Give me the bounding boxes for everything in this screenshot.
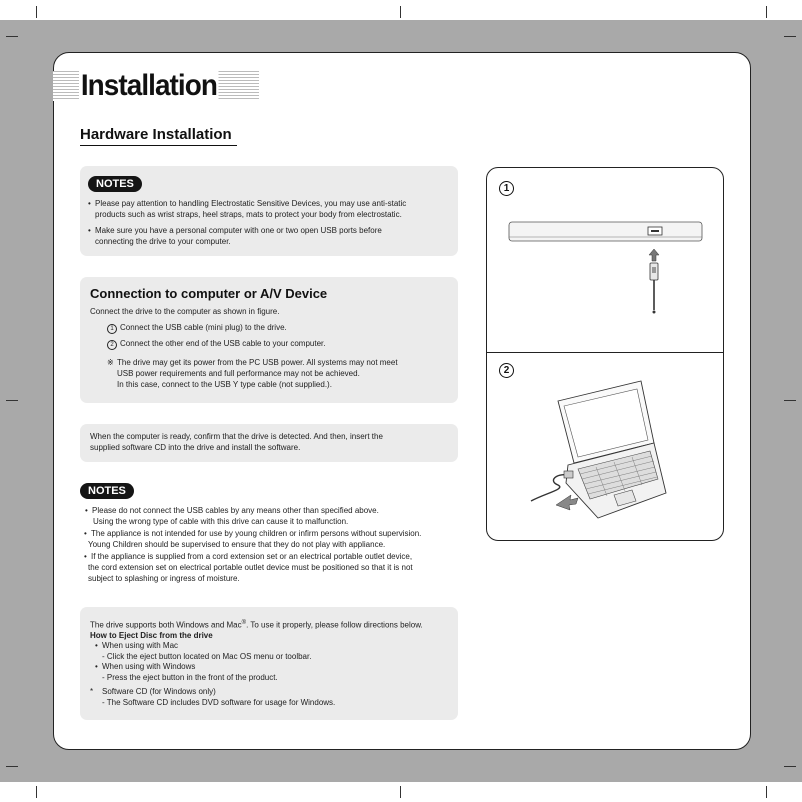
connection-step-1-text: Connect the USB cable (mini plug) to the drive. — [120, 323, 287, 332]
crop-mark — [400, 6, 401, 18]
notes2-item-2-line-2: Young Children should be supervised to ensure that they do not play with appliance. — [88, 540, 386, 549]
step-number-badge: 2 — [107, 340, 117, 350]
port-slot — [651, 230, 659, 232]
drive-body — [509, 222, 702, 241]
step-number-badge: 1 — [107, 324, 117, 334]
notes-badge-1: NOTES — [88, 176, 142, 192]
mac-label: • When using with Mac — [102, 641, 179, 650]
power-note — [117, 357, 447, 390]
os-intro-tail: . To use it properly, please follow directions below. — [246, 620, 423, 630]
notes1-item-1 — [95, 198, 455, 220]
notes2-item-3 — [88, 551, 451, 584]
mac-detail: - Click the eject button located on Mac OS menu or toolbar. — [102, 652, 312, 661]
windows-item — [102, 661, 442, 683]
drive-usb-illustration — [486, 167, 722, 352]
crop-mark — [784, 766, 796, 767]
usb-plug — [564, 471, 573, 478]
software-cd-mark: * — [90, 687, 94, 696]
cable-end — [653, 311, 656, 314]
figure-1-number: 1 — [499, 181, 514, 196]
page-title-banner — [53, 71, 259, 101]
os-intro-text: The drive supports both Windows and Mac — [90, 620, 242, 630]
connection-heading: Connection to computer or A/V Device — [90, 286, 328, 301]
notes1-item-2-line-1: • Make sure you have a personal computer with one or two open USB ports before — [95, 226, 382, 235]
crop-mark — [766, 6, 767, 18]
connection-intro: Connect the drive to the computer as shown in figure. — [90, 307, 280, 316]
registered-mark: ® — [241, 620, 247, 626]
page-title: Installation — [80, 69, 217, 102]
software-cd-item — [102, 686, 442, 708]
notes1-item-2-line-2: connecting the drive to your computer. — [95, 237, 231, 246]
crop-mark — [766, 786, 767, 798]
eject-heading: How to Eject Disc from the drive — [90, 631, 213, 640]
notes1-item-1-line-2: products such as wrist straps, heel straps, mats to protect your body from electrostatic. — [95, 210, 402, 219]
crop-mark — [400, 786, 401, 798]
section-subtitle: Hardware Installation — [80, 126, 237, 146]
notes1-item-2 — [95, 225, 455, 247]
os-intro — [90, 618, 450, 631]
ready-line-1: When the computer is ready, confirm that the drive is detected. And then, insert the — [90, 432, 383, 441]
arrow-up-icon — [649, 249, 659, 261]
power-note-line-2: USB power requirements and full performance may not be achieved. — [117, 369, 360, 378]
figure-2-number: 2 — [499, 363, 514, 378]
notes1-item-1-line-1: • Please pay attention to handling Electrostatic Sensitive Devices, you may use anti-static — [95, 199, 407, 208]
notes2-item-2-line-1: • The appliance is not intended for use by young children or infirm persons without supervision. — [91, 529, 422, 538]
notes2-item-3-line-3: subject to splashing or ingress of moisture. — [88, 574, 240, 583]
arrow-right-icon — [556, 495, 578, 510]
notes2-item-3-line-1: • If the appliance is supplied from a cord extension set or an electrical portable outlet device, — [91, 552, 413, 561]
crop-mark — [6, 36, 18, 37]
ready-line-2: supplied software CD into the drive and install the software. — [90, 443, 301, 452]
notes2-item-2 — [88, 528, 451, 550]
connection-step-1 — [107, 322, 287, 334]
crop-mark — [784, 400, 796, 401]
power-note-symbol: ※ — [107, 358, 114, 367]
usb-cable — [531, 475, 568, 501]
ready-text — [90, 431, 450, 453]
connection-step-2 — [107, 338, 325, 350]
power-note-line-1: The drive may get its power from the PC USB power. All systems may not meet — [117, 358, 398, 367]
usb-plug-grip — [652, 267, 656, 273]
connection-step-2-text: Connect the other end of the USB cable to your computer. — [120, 339, 326, 348]
crop-mark — [784, 36, 796, 37]
crop-mark — [6, 766, 18, 767]
notes2-item-1 — [92, 505, 452, 527]
crop-mark — [6, 400, 18, 401]
laptop-illustration — [486, 353, 722, 538]
mac-item — [102, 640, 442, 662]
crop-mark — [36, 6, 37, 18]
notes2-item-3-line-2: the cord extension set on electrical portable outlet device must be positioned so that it is not — [88, 563, 413, 572]
notes2-item-1-line-1: • Please do not connect the USB cables by any means other than specified above. — [92, 506, 379, 515]
software-cd-label: Software CD (for Windows only) — [102, 687, 216, 696]
crop-mark — [36, 786, 37, 798]
software-cd-detail: - The Software CD includes DVD software for usage for Windows. — [102, 698, 336, 707]
windows-label: • When using with Windows — [102, 662, 196, 671]
notes-badge-2: NOTES — [80, 483, 134, 499]
power-note-line-3: In this case, connect to the USB Y type cable (not supplied.). — [117, 380, 332, 389]
notes2-item-1-line-2: Using the wrong type of cable with this drive can cause it to malfunction. — [93, 517, 349, 526]
windows-detail: - Press the eject button in the front of the product. — [102, 673, 278, 682]
